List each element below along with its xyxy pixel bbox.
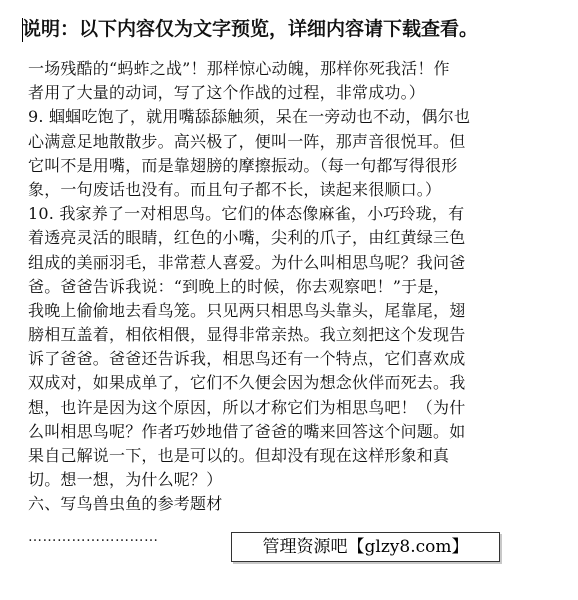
body-line: 我晚上偷偷地去看鸟笼。只见两只相思鸟头靠头，尾靠尾，翅 — [28, 300, 466, 320]
body-line: 9. 蝈蝈吃饱了，就用嘴舔舔触须，呆在一旁动也不动，偶尔也 — [28, 107, 471, 127]
watermark-label: 管理资源吧【glzy8.com】 — [231, 532, 500, 562]
section-heading: 六、写鸟兽虫鱼的参考题材 — [28, 494, 223, 514]
body-line: 果自己解说一下，也是可以的。但却没有现在这样形象和真 — [28, 446, 450, 465]
body-line: 着透亮灵活的眼睛，红色的小嘴，尖利的爪子，由红黄绿三色 — [28, 228, 466, 248]
body-line: 诉了爸爸。爸爸还告诉我，相思鸟还有一个特点，它们喜欢成 — [28, 349, 466, 369]
body-line: 想，也许是因为这个原因，所以才称它们为相思鸟吧！（为什 — [28, 397, 466, 417]
body-line: 组成的美丽羽毛，非常惹人喜爱。为什么叫相思鸟呢？我问爸 — [28, 252, 466, 272]
body-line: 么叫相思鸟呢？作者巧妙地借了爸爸的嘴来回答这个问题。如 — [28, 421, 466, 441]
body-line: 者用了大量的动词，写了这个作战的过程，非常成功。） — [28, 83, 426, 103]
body-line: 一场残酷的“蚂蚱之战”！那样惊心动魄，那样你死我活！作 — [28, 59, 450, 78]
body-line: 双成对，如果成单了，它们不久便会因为想念伙伴而死去。我 — [28, 373, 466, 393]
ellipsis-dots: ……………………… — [28, 529, 159, 545]
body-line: 象，一句废话也没有。而且句子都不长，读起来很顺口。） — [28, 179, 442, 199]
document-body — [28, 57, 558, 517]
body-line: 10. 我家养了一对相思鸟。它们的体态像麻雀，小巧玲珑，有 — [28, 204, 465, 224]
body-line: 心满意足地散散步。高兴极了，便叫一阵，那声音很悦耳。但 — [28, 131, 466, 151]
preview-notice: 说明：以下内容仅为文字预览，详细内容请下载查看。 — [22, 18, 479, 40]
body-line: 它叫不是用嘴，而是靠翅膀的摩擦振动。（每一句都写得很形 — [28, 155, 458, 175]
body-line: 膀相互盖着，相依相偎，显得非常亲热。我立刻把这个发现告 — [28, 325, 466, 345]
body-line: 爸。爸爸告诉我说：“到晚上的时候，你去观察吧！”于是， — [28, 276, 450, 296]
body-line: 切。想一想，为什么呢？） — [28, 470, 223, 490]
